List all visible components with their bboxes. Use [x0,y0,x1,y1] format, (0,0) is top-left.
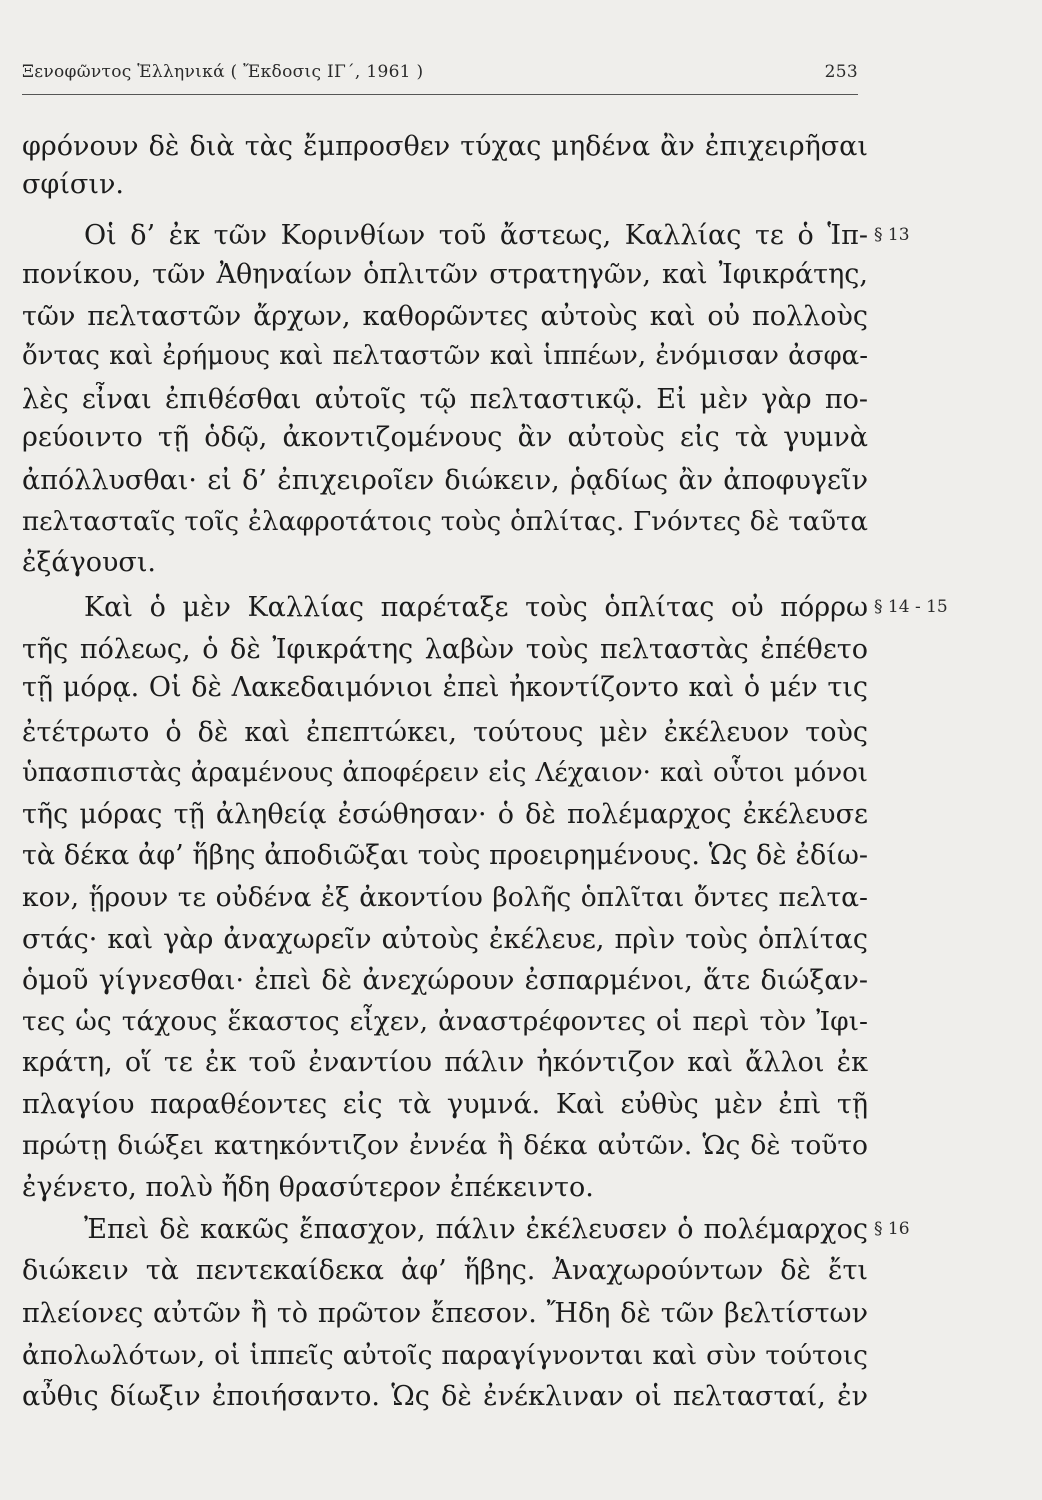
text-line: διώκειν τὰ πεντεκαίδεκα ἀφ’ ἥβης. Ἀναχωρούντων δὲ ἔτι [22,1255,868,1286]
text-line: αὖθις δίωξιν ἐποιήσαντο. Ὡς δὲ ἐνέκλιναν οἱ πελτασταί, ἐν [22,1381,868,1412]
text-line: σφίσιν. [22,169,124,200]
text-line: τῆς μόρας τῇ ἀληθείᾳ ἐσώθησαν· ὁ δὲ πολέμαρχος ἐκέλευσε [22,799,868,830]
text-line: φρόνουν δὲ διὰ τὰς ἔμπροσθεν τύχας μηδένα ἂν ἐπιχειρῆσαι [22,131,868,162]
section-marker: § 14 - 15 [874,597,948,617]
text-line: πρώτῃ διώξει κατηκόντιζον ἐννέα ἢ δέκα αὐτῶν. Ὡς δὲ τοῦτο [22,1130,868,1161]
text-line: ὑπασπιστὰς ἀραμένους ἀποφέρειν εἰς Λέχαιον· καὶ οὗτοι μόνοι [22,758,868,788]
text-line: κον, ᾕρουν τε οὐδένα ἐξ ἀκοντίου βολῆς ὁπλῖται ὄντες πελτα- [22,882,868,913]
text-line: ὄντας καὶ ἐρήμους καὶ πελταστῶν καὶ ἱππέων, ἐνόμισαν ἀσφα- [22,341,868,371]
text-line: πονίκου, τῶν Ἀθηναίων ὁπλιτῶν στρατηγῶν, καὶ Ἰφικράτης, [22,259,868,290]
text-line: πελτασταῖς τοῖς ἐλαφροτάτοις τοὺς ὁπλίτας. Γνόντες δὲ ταῦτα [22,507,868,537]
running-header [22,60,858,92]
text-line: κράτη, οἵ τε ἐκ τοῦ ἐναντίου πάλιν ἠκόντιζον καὶ ἄλλοι ἐκ [22,1047,868,1078]
text-line: Οἱ δ’ ἐκ τῶν Κορινθίων τοῦ ἄστεως, Καλλίας τε ὁ Ἱπ- [84,220,868,251]
text-line: τῇ μόρᾳ. Οἱ δὲ Λακεδαιμόνιοι ἐπεὶ ἠκοντίζοντο καὶ ὁ μέν τις [22,672,868,703]
text-line: ἀπολωλότων, οἱ ἱππεῖς αὐτοῖς παραγίγνονται καὶ σὺν τούτοις [22,1340,868,1371]
running-title: Ξενοφῶντος Ἑλληνικά ( Ἔκδοσις ΙΓ΄, 1961 ) [22,62,424,82]
text-line: Καὶ ὁ μὲν Καλλίας παρέταξε τοὺς ὁπλίτας οὐ πόρρω [84,592,868,623]
text-line: πλαγίου παραθέοντες εἰς τὰ γυμνά. Καὶ εὐθὺς μὲν ἐπὶ τῇ [22,1089,868,1120]
text-line: τες ὡς τάχους ἕκαστος εἶχεν, ἀναστρέφοντες οἱ περὶ τὸν Ἰφι- [22,1006,868,1037]
page-number: 253 [824,62,858,82]
text-line: Ἐπεὶ δὲ κακῶς ἔπασχον, πάλιν ἐκέλευσεν ὁ πολέμαρχος [84,1214,868,1245]
header-rule [22,94,858,95]
text-line: ἀπόλλυσθαι· εἰ δ’ ἐπιχειροῖεν διώκειν, ῥᾳδίως ἂν ἀποφυγεῖν [22,465,868,496]
section-marker: § 13 [874,225,910,245]
text-line: ἐτέτρωτο ὁ δὲ καὶ ἐπεπτώκει, τούτους μὲν ἐκέλευον τοὺς [22,717,868,748]
section-marker: § 16 [874,1219,910,1239]
text-line: ἐγένετο, πολὺ ἤδη θρασύτερον ἐπέκειντο. [22,1172,594,1203]
text-line: τὰ δέκα ἀφ’ ἥβης ἀποδιῶξαι τοὺς προειρημένους. Ὡς δὲ ἐδίω- [22,840,868,871]
text-line: τῆς πόλεως, ὁ δὲ Ἰφικράτης λαβὼν τοὺς πελταστὰς ἐπέθετο [22,634,868,665]
text-line: τῶν πελταστῶν ἄρχων, καθορῶντες αὐτοὺς καὶ οὐ πολλοὺς [22,301,868,332]
text-line: ρεύοιντο τῇ ὁδῷ, ἀκοντιζομένους ἂν αὐτοὺς εἰς τὰ γυμνὰ [22,422,868,453]
text-line: ὁμοῦ γίγνεσθαι· ἐπεὶ δὲ ἀνεχώρουν ἐσπαρμένοι, ἅτε διώξαν- [22,965,868,996]
text-line: ἐξάγουσι. [22,547,156,578]
text-line: στάς· καὶ γὰρ ἀναχωρεῖν αὐτοὺς ἐκέλευε, πρὶν τοὺς ὁπλίτας [22,924,868,955]
text-line: πλείονες αὐτῶν ἢ τὸ πρῶτον ἔπεσον. Ἤδη δὲ τῶν βελτίστων [22,1298,868,1329]
text-line: λὲς εἶναι ἐπιθέσθαι αὐτοῖς τῷ πελταστικῷ. Εἰ μὲν γὰρ πο- [22,384,868,415]
